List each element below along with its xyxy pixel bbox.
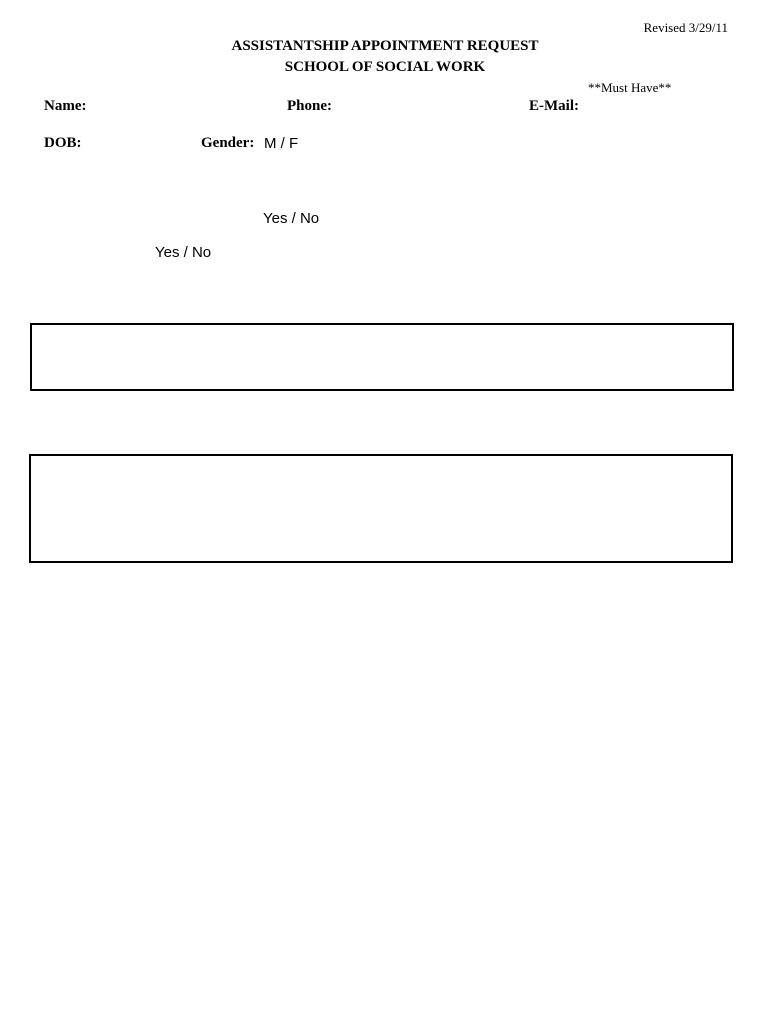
must-have-note: **Must Have** xyxy=(588,80,672,95)
text-box-1[interactable] xyxy=(30,323,734,391)
text-box-2[interactable] xyxy=(29,454,733,563)
name-label: Name: xyxy=(44,98,87,114)
form-title: ASSISTANTSHIP APPOINTMENT REQUEST xyxy=(231,38,539,54)
dob-label: DOB: xyxy=(44,135,82,151)
revision-date: Revised 3/29/11 xyxy=(643,20,728,35)
email-label: E-Mail: xyxy=(529,98,579,114)
phone-label: Phone: xyxy=(287,98,332,114)
yes-no-choice-1[interactable]: Yes / No xyxy=(263,210,320,227)
gender-options[interactable]: M / F xyxy=(264,135,299,152)
yes-no-choice-2[interactable]: Yes / No xyxy=(155,244,212,261)
form-subtitle: SCHOOL OF SOCIAL WORK xyxy=(284,59,486,75)
gender-label: Gender: xyxy=(201,135,255,151)
